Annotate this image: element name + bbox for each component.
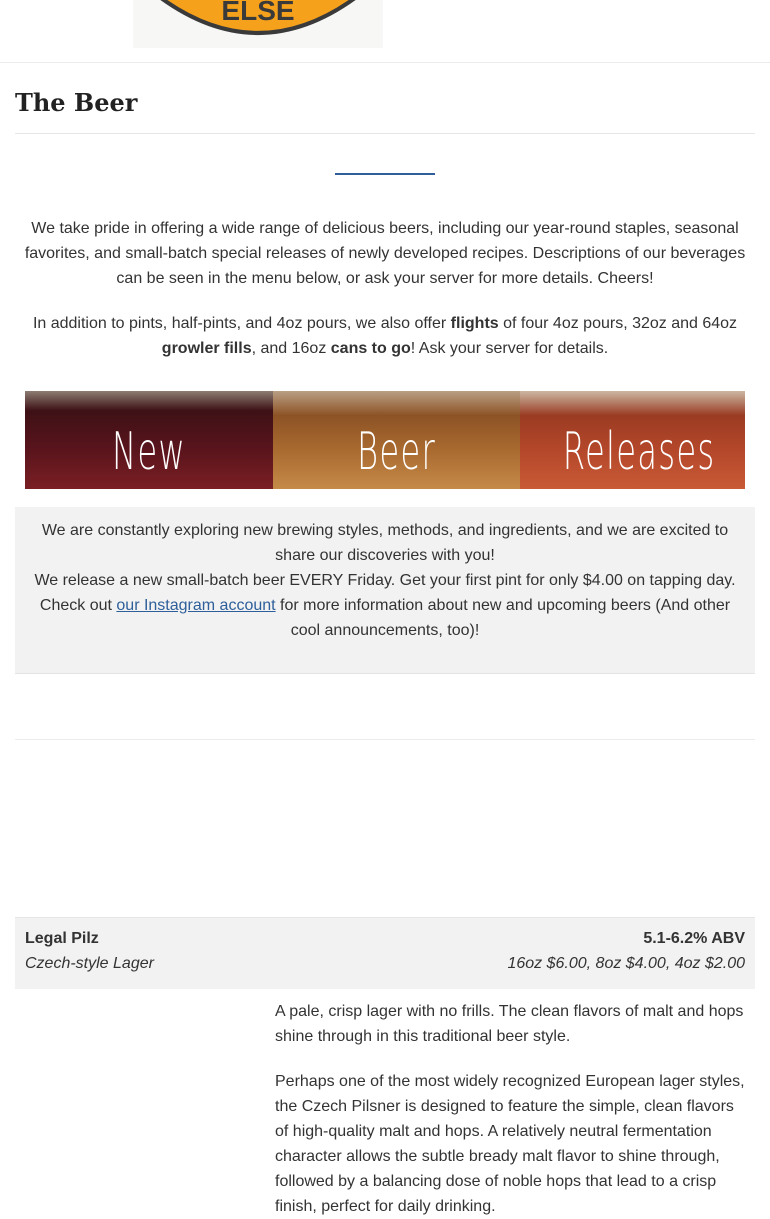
page-title: The Beer bbox=[15, 88, 138, 117]
logo-text: ELSE bbox=[221, 0, 295, 26]
beer-item-header bbox=[15, 917, 755, 989]
new-beer-releases-banner bbox=[25, 391, 745, 489]
beer-abv: 5.1-6.2% ABV bbox=[643, 930, 745, 947]
banner-panel-new bbox=[25, 391, 273, 489]
cans-highlight: cans to go bbox=[330, 340, 411, 357]
serving-text: In addition to pints, half-pints, and 4oz pours, we also offer bbox=[32, 315, 451, 332]
flights-highlight: flights bbox=[450, 315, 499, 332]
new-releases-info-box bbox=[15, 507, 755, 674]
banner-word: New bbox=[111, 422, 187, 482]
news-line: We are constantly exploring new brewing styles, methods, and ingredients, and we are excited to share our discoveries with you! bbox=[41, 522, 729, 564]
title-divider bbox=[15, 133, 755, 134]
beer-prices: 16oz $6.00, 8oz $4.00, 4oz $2.00 bbox=[507, 955, 745, 972]
growler-highlight: growler fills bbox=[161, 340, 252, 357]
beer-name: Legal Pilz bbox=[25, 930, 99, 947]
site-header bbox=[0, 0, 770, 63]
news-line: We release a new small-batch beer EVERY Friday. Get your first pint for only $4.00 on tapping day. Check out bbox=[34, 572, 736, 614]
beer-description-long: Perhaps one of the most widely recognized European lager styles, the Czech Pilsner is designed to feature the simple, clean flavors of high-quality malt and hops. A relatively neutral fermentation character allows the subtle bready malt flavor to shine through, followed by a balancing dose of noble hops that lead to a crisp finish, perfect for daily drinking. bbox=[275, 1073, 745, 1215]
serving-options-paragraph bbox=[20, 311, 750, 361]
serving-text: ! Ask your server for details. bbox=[410, 340, 609, 357]
news-line: for more information about new and upcoming beers (And other cool announcements, too)! bbox=[275, 597, 731, 639]
instagram-link[interactable]: our Instagram account bbox=[116, 597, 276, 614]
banner-word: Releases bbox=[562, 422, 716, 482]
banner-panel-beer bbox=[273, 391, 520, 489]
beer-description-short: A pale, crisp lager with no frills. The clean flavors of malt and hops shine through in this traditional beer style. bbox=[275, 1003, 744, 1045]
new-releases-text bbox=[25, 518, 745, 643]
accent-divider bbox=[335, 173, 435, 175]
beer-style: Czech-style Lager bbox=[25, 955, 154, 972]
banner-panel-releases bbox=[520, 391, 745, 489]
serving-text: , and 16oz bbox=[251, 340, 331, 357]
brewery-logo[interactable] bbox=[133, 0, 383, 48]
banner-word: Beer bbox=[356, 422, 436, 482]
section-divider bbox=[15, 739, 755, 740]
serving-text: of four 4oz pours, 32oz and 64oz bbox=[498, 315, 738, 332]
intro-paragraph: We take pride in offering a wide range of delicious beers, including our year-round staples, seasonal favorites, and small-batch special releases of newly developed recipes. Descriptions of our beverages can be seen in the menu below, or ask your server for more details. Cheers! bbox=[24, 220, 746, 287]
logo-graphic bbox=[133, 0, 383, 48]
